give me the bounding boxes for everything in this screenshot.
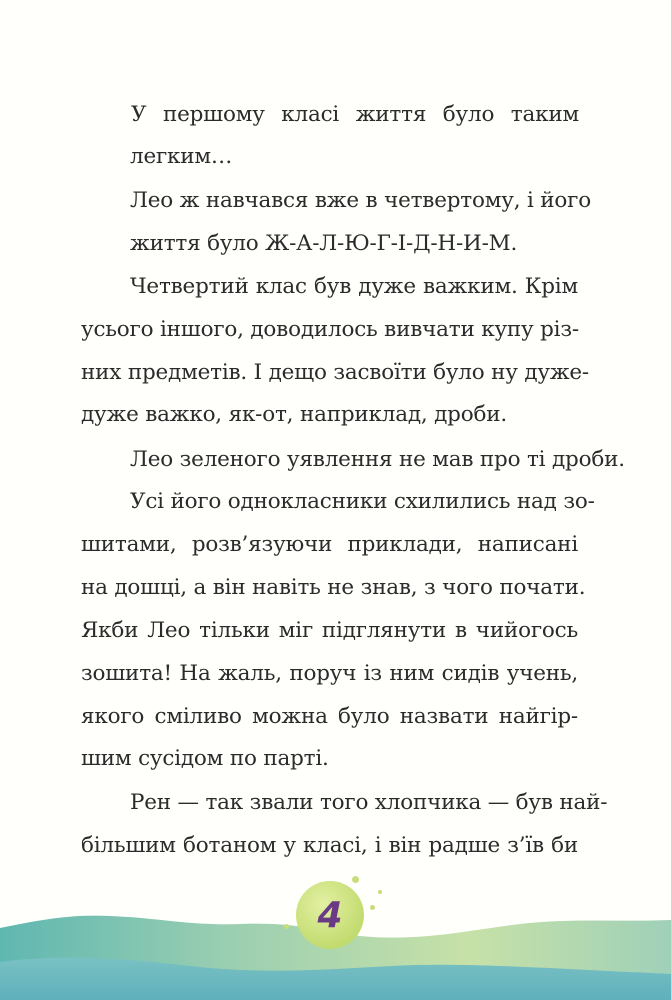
text-line: У першому класі життя було таким (131, 102, 579, 127)
text-line: них предметів. І дещо засвоїти було ну дуже- (81, 360, 589, 385)
text-line: зошита! На жаль, поруч із ним сидів учень, (81, 661, 578, 686)
text-line: Рен — так звали того хлопчика — був най- (130, 790, 608, 815)
text-line: Усі його однокласники схилились над зо- (130, 489, 595, 514)
text-line: на дошці, а він навіть не знав, з чого почати. (81, 575, 586, 600)
text-line: Лео ж навчався вже в четвертому, і його (130, 188, 591, 213)
text-line: легким… (130, 144, 233, 169)
decorative-dot (352, 876, 359, 883)
text-line: шим сусідом по парті. (81, 746, 329, 771)
text-line: більшим ботаном у класі, і він радше з’їв би (81, 833, 578, 858)
text-line: дуже важко, як-от, наприклад, дроби. (81, 402, 507, 427)
decorative-dot (284, 924, 289, 929)
text-line: Якби Лео тільки міг підглянути в чийогось (81, 618, 578, 643)
text-line: шитами, розв’язуючи приклади, написані (81, 532, 578, 557)
page-number-badge (296, 881, 364, 949)
text-line: якого сміливо можна було назвати найгір- (81, 704, 578, 729)
text-line: Лео зеленого уявлення не мав про ті дроби. (130, 447, 625, 472)
text-line: життя було Ж-А-Л-Ю-Г-І-Д-Н-И-М. (130, 231, 518, 256)
text-line: усього іншого, доводилось вивчати купу різ- (81, 317, 579, 342)
decorative-dot (378, 890, 382, 894)
decorative-dot (370, 905, 375, 910)
page-number: 4 (317, 894, 343, 936)
text-line: Четвертий клас був дуже важким. Крім (130, 274, 578, 299)
